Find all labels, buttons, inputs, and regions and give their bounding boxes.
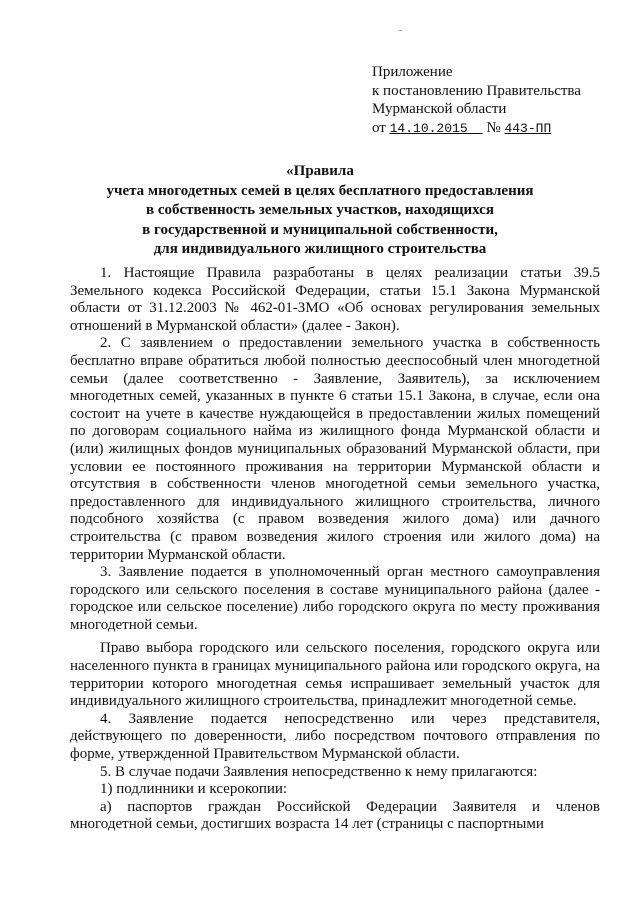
appendix-header: [372, 63, 622, 138]
appendix-date-line: [372, 119, 622, 139]
number-prefix: №: [486, 119, 501, 136]
appendix-label: Приложение: [372, 64, 453, 80]
paragraph: 5. В случае подачи Заявления непосредственно к нему прилагаются:: [100, 763, 538, 780]
resolution-number: 443-ПП: [504, 120, 552, 136]
paragraph: а) паспортов граждан Российской Федерации Заявителя и членов многодетной семьи, достигших возраста 14 лет (страницы с паспортными: [70, 798, 600, 833]
date-prefix: от: [372, 119, 386, 136]
title-line: в собственность земельных участков, находящихся: [146, 202, 494, 218]
appendix-region: Мурманской области: [372, 101, 507, 117]
scan-speck: [399, 30, 402, 31]
paragraph: Право выбора городского или сельского поселения, городского округа или населенного пункта в границах муниципального района или городского округа, на территории которого многодетная семья испрашивает земельный участок для индивидуального жилищного строительства, принадлежит многодетной семье.: [70, 640, 600, 710]
appendix-resolution: к постановлению Правительства: [372, 82, 581, 99]
title-line: «Правила: [286, 163, 354, 179]
title-line: в государственной и муниципальной собственности,: [142, 221, 498, 238]
paragraph: 1. Настоящие Правила разработаны в целях реализации статьи 39.5 Земельного кодекса Российской Федерации, статьи 15.1 Закона Мурманской области от 31.12.2003 № 462-01-ЗМО «Об основах регулирования земельных отношений в Мурманской области» (далее - Закон).: [70, 265, 600, 334]
paragraph: 4. Заявление подается непосредственно или через представителя, действующего по доверенности, либо посредством почтового отправления по форме, утвержденной Правительством Мурманской области.: [70, 710, 600, 763]
title-line: учета многодетных семей в целях бесплатного предоставления: [106, 182, 534, 199]
paragraph: 2. С заявлением о предоставлении земельного участка в собственность бесплатно вправе обратиться любой полностью дееспособный член многодетной семьи (далее соответственно - Заявление, Заявитель), за исключением многодетных семей, указанных в пункте 6 статьи 15.1 Закона, в случае, если она состоит на учете в качестве нуждающейся в предоставлении жилых помещений по договорам социального найма из жилищного фонда Мурманской области и (или) жилищных фондов муниципальных образований Мурманской области, при условии ее постоянного проживания на территории Мурманской области и отсутствия в собственности членов многодетной семьи земельного участка, предоставленного для индивидуального жилищного строительства, личного подсобного хозяйства (с правом возведения жилого дома) или дачного строительства (с правом возведения жилого строения или жилого дома) на территории Мурманской области.: [70, 335, 600, 563]
paragraph: 3. Заявление подается в уполномоченный орган местного самоуправления городского или сельского поселения в составе муниципального района (далее - городское или сельское поселение) либо городского округа по месту проживания многодетной семьи.: [70, 564, 600, 633]
document-title: [40, 162, 600, 260]
resolution-date: 14.10.2015: [389, 120, 468, 136]
paragraph: 1) подлинники и ксерокопии:: [100, 781, 288, 798]
title-line: для индивидуального жилищного строительства: [153, 241, 487, 257]
document-body: [70, 265, 600, 834]
